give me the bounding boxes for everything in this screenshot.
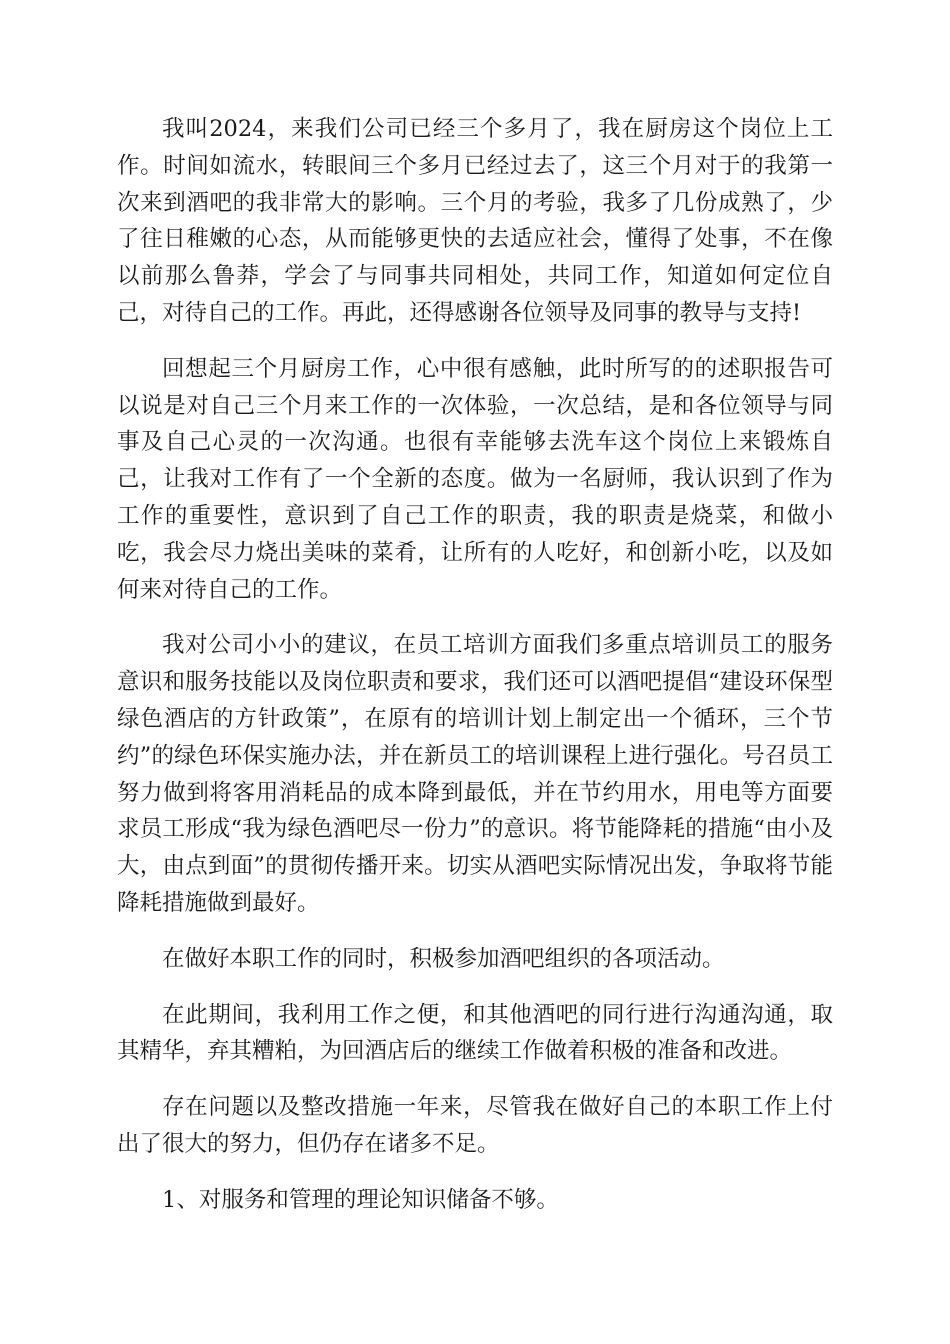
paragraph-4: 在做好本职工作的同时，积极参加酒吧组织的各项活动。 xyxy=(162,945,725,972)
paragraph-6: 存在问题以及整改措施一年来，尽管我在做好自己的本职工作上付出了很大的努力，但仍存在诸多不足。 xyxy=(117,1094,833,1157)
paragraph-5: 在此期间，我利用工作之便，和其他酒吧的同行进行沟通沟通，取其精华，弃其糟粕，为回酒店后的继续工作做着积极的准备和改进。 xyxy=(117,1001,833,1065)
document-body xyxy=(117,111,833,1238)
paragraph-3: 我对公司小小的建议，在员工培训方面我们多重点培训员工的服务意识和服务技能以及岗位职责和要求，我们还可以酒吧提倡“建设环保型绿色酒店的方针政策”，在原有的培训计划上制定出一个循环，三个节约”的绿色环保实施办法，并在新员工的培训课程上进行强化。号召员工努力做到将客用消耗品的成本降到最低，并在节约用水，用电等方面要求员工形成“我为绿色酒吧尽一份力”的意识。将节能降耗的措施“由小及大，由点到面”的贯彻传播开来。切实从酒吧实际情况出发，争取将节能降耗措施做到最好。 xyxy=(117,632,833,916)
paragraph-1: 我叫2024，来我们公司已经三个多月了，我在厨房这个岗位上工作。时间如流水，转眼间三个多月已经过去了，这三个月对于的我第一次来到酒吧的我非常大的影响。三个月的考验，我多了几份成熟了，少了往日稚嫩的心态，从而能够更快的去适应社会，懂得了处事，不在像以前那么鲁莽，学会了与同事共同相处，共同工作，知道如何定位自己，对待自己的工作。再此，还得感谢各位领导及同事的教导与支持! xyxy=(117,116,833,326)
paragraph-7: 1、对服务和管理的理论知识储备不够。 xyxy=(162,1186,559,1213)
paragraph-2: 回想起三个月厨房工作，心中很有感触，此时所写的的述职报告可以说是对自己三个月来工作的一次体验，一次总结，是和各位领导与同事及自己心灵的一次沟通。也很有幸能够去洗车这个岗位上来锻炼自己，让我对工作有了一个全新的态度。做为一名厨师，我认识到了作为工作的重要性，意识到了自己工作的职责，我的职责是烧菜，和做小吃，我会尽力烧出美味的菜肴，让所有的人吃好，和创新小吃，以及如何来对待自己的工作。 xyxy=(117,355,833,603)
